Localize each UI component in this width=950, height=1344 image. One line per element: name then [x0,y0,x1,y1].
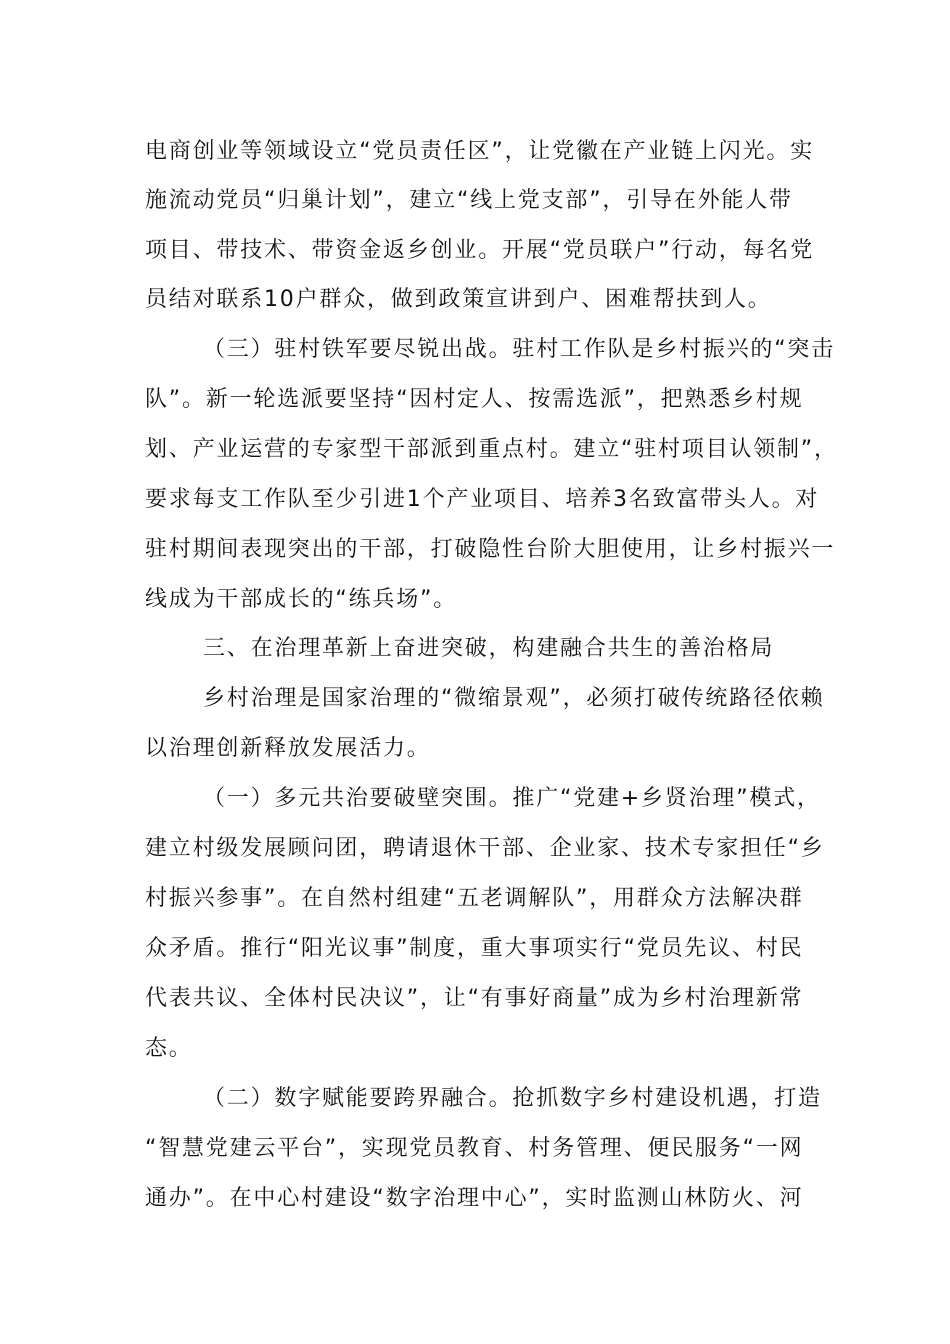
text-line-4: 员结对联系10户群众，做到政策宣讲到户、困难帮扶到人。 [145,287,772,312]
text-line-18: 代表共议、全体村民决议”，让“有事好商量”成为乡村治理新常 [145,986,804,1011]
text-line-8: 要求每支工作队至少引进1个产业项目、培养3名致富带头人。对 [145,487,820,512]
text-line-2: 施流动党员“归巢计划”，建立“线上党支部”，引导在外能人带 [145,188,793,213]
text-line-16: 村振兴参事”。在自然村组建“五老调解队”，用群众方法解决群 [145,886,804,911]
paragraph-2-start: （二）数字赋能要跨界融合。抢抓数字乡村建设机遇，打造 [203,1086,822,1111]
text-line-19: 态。 [145,1036,193,1061]
paragraph-1-start: （一）多元共治要破壁突围。推广“党建+乡贤治理”模式， [203,786,821,811]
intro-paragraph-start: 乡村治理是国家治理的“微缩景观”，必须打破传统路径依赖 [203,686,825,711]
text-line-13: 以治理创新释放发展活力。 [145,736,431,761]
text-line-7: 划、产业运营的专家型干部派到重点村。建立“驻村项目认领制”， [145,437,838,462]
text-line-15: 建立村级发展顾问团，聘请退休干部、企业家、技术专家担任“乡 [145,836,825,861]
text-line-10: 线成为干部成长的“练兵场”。 [145,587,457,612]
text-line-6: 队”。新一轮选派要坚持“因村定人、按需选派”，把熟悉乡村规 [145,387,804,412]
text-line-22: 通办”。在中心村建设“数字治理中心”，实时监测山林防火、河 [145,1186,804,1211]
paragraph-3-start: （三）驻村铁军要尽锐出战。驻村工作队是乡村振兴的“突击 [203,337,835,362]
text-line-17: 众矛盾。推行“阳光议事”制度，重大事项实行“党员先议、村民 [145,936,804,961]
text-line-1: 电商创业等领域设立“党员责任区”，让党徽在产业链上闪光。实 [145,139,814,164]
text-line-9: 驻村期间表现突出的干部，打破隐性台阶大胆使用，让乡村振兴一 [145,537,836,562]
text-line-3: 项目、带技术、带资金返乡创业。开展“党员联户”行动，每名党 [145,238,814,263]
text-line-21: “智慧党建云平台”，实现党员教育、村务管理、便民服务“一网 [145,1136,804,1161]
section-heading-3: 三、在治理革新上奋进突破，构建融合共生的善治格局 [203,636,775,661]
